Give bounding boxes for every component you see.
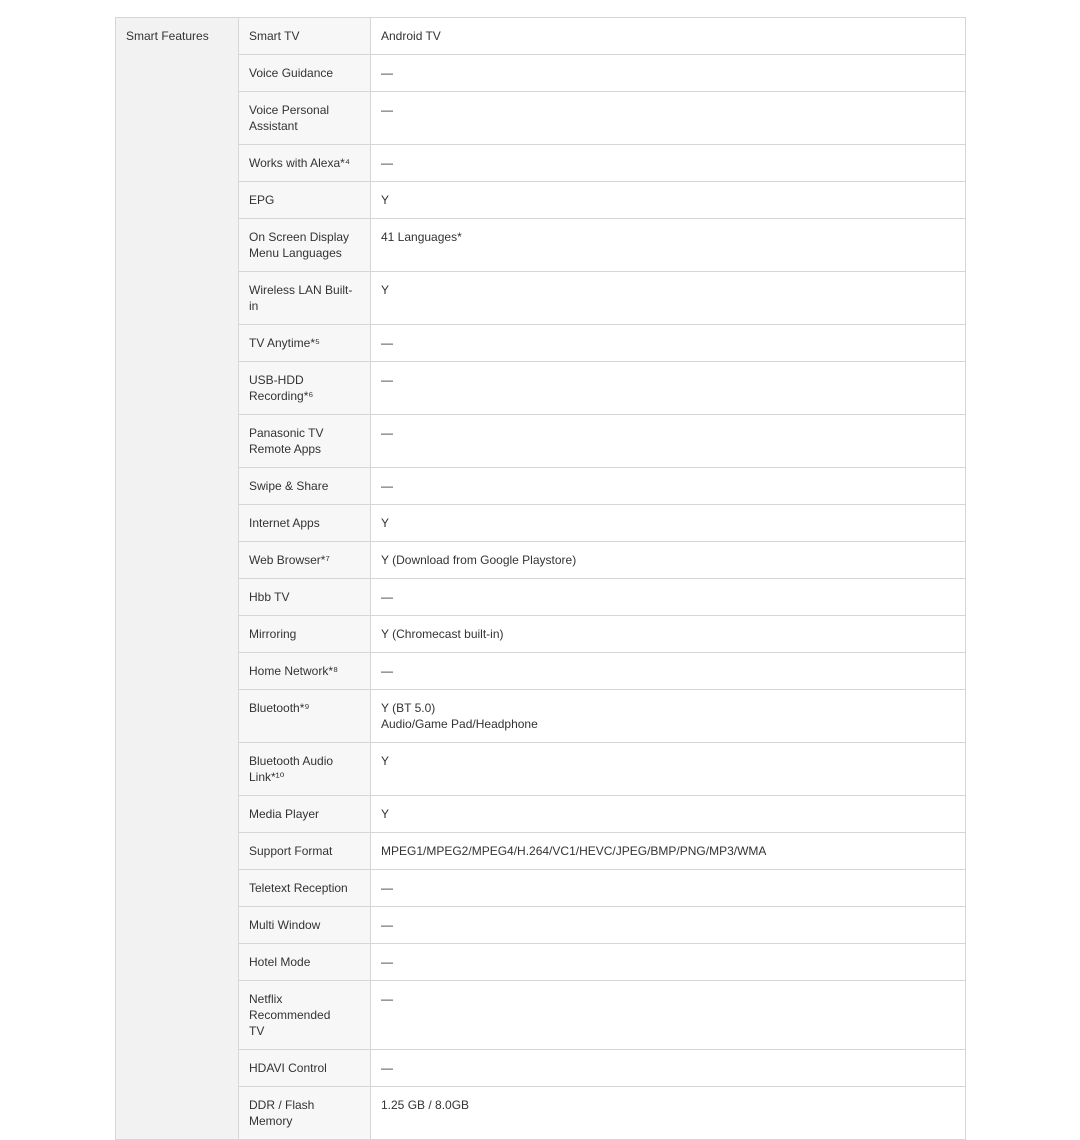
row-label: Voice Personal Assistant: [239, 92, 371, 145]
row-value: Y (Download from Google Playstore): [371, 542, 966, 579]
row-value: Android TV: [371, 18, 966, 55]
row-label: USB-HDD Recording*⁶: [239, 362, 371, 415]
row-value: Y: [371, 182, 966, 219]
row-value: —: [371, 981, 966, 1050]
row-label: Home Network*⁸: [239, 653, 371, 690]
row-value: —: [371, 1050, 966, 1087]
table-row: [116, 415, 966, 468]
row-label: Smart TV: [239, 18, 371, 55]
row-label: Panasonic TV Remote Apps: [239, 415, 371, 468]
table-row: [116, 182, 966, 219]
row-value: —: [371, 92, 966, 145]
spec-table-body: [116, 18, 966, 1140]
row-label: Support Format: [239, 833, 371, 870]
table-row: [116, 1050, 966, 1087]
row-label: Bluetooth Audio Link*¹⁰: [239, 743, 371, 796]
row-value: —: [371, 579, 966, 616]
row-label: Hotel Mode: [239, 944, 371, 981]
table-row: [116, 944, 966, 981]
row-value: —: [371, 653, 966, 690]
table-row: [116, 272, 966, 325]
row-label: Voice Guidance: [239, 55, 371, 92]
row-value: —: [371, 145, 966, 182]
table-row: [116, 18, 966, 55]
row-label: Multi Window: [239, 907, 371, 944]
table-row: [116, 743, 966, 796]
row-label: DDR / Flash Memory: [239, 1087, 371, 1140]
table-row: [116, 219, 966, 272]
row-value: —: [371, 362, 966, 415]
table-row: [116, 55, 966, 92]
row-value: —: [371, 944, 966, 981]
row-value: MPEG1/MPEG2/MPEG4/H.264/VC1/HEVC/JPEG/BMP/PNG/MP3/WMA: [371, 833, 966, 870]
row-value: Y: [371, 505, 966, 542]
row-label: Web Browser*⁷: [239, 542, 371, 579]
row-value: 41 Languages*: [371, 219, 966, 272]
row-value: —: [371, 415, 966, 468]
table-row: [116, 579, 966, 616]
table-row: [116, 468, 966, 505]
table-row: [116, 907, 966, 944]
row-value: —: [371, 325, 966, 362]
table-row: [116, 833, 966, 870]
spec-table: [115, 17, 966, 1140]
row-value: 1.25 GB / 8.0GB: [371, 1087, 966, 1140]
row-value: Y: [371, 743, 966, 796]
row-label: Works with Alexa*⁴: [239, 145, 371, 182]
row-label: Bluetooth*⁹: [239, 690, 371, 743]
table-row: [116, 542, 966, 579]
row-label: HDAVI Control: [239, 1050, 371, 1087]
category-cell: Smart Features: [116, 18, 239, 1140]
row-value: —: [371, 870, 966, 907]
row-label: Wireless LAN Built-in: [239, 272, 371, 325]
table-row: [116, 690, 966, 743]
table-row: [116, 870, 966, 907]
row-value: Y (Chromecast built-in): [371, 616, 966, 653]
row-value: —: [371, 468, 966, 505]
table-row: [116, 145, 966, 182]
row-value: Y (BT 5.0) Audio/Game Pad/Headphone: [371, 690, 966, 743]
row-value: Y: [371, 272, 966, 325]
row-label: Mirroring: [239, 616, 371, 653]
table-row: [116, 362, 966, 415]
table-row: [116, 653, 966, 690]
table-row: [116, 92, 966, 145]
row-label: On Screen Display Menu Languages: [239, 219, 371, 272]
row-label: Netflix Recommended TV: [239, 981, 371, 1050]
row-label: TV Anytime*⁵: [239, 325, 371, 362]
row-label: EPG: [239, 182, 371, 219]
row-label: Media Player: [239, 796, 371, 833]
row-value: Y: [371, 796, 966, 833]
table-row: [116, 1087, 966, 1140]
table-row: [116, 796, 966, 833]
row-label: Teletext Reception: [239, 870, 371, 907]
table-row: [116, 505, 966, 542]
row-value: —: [371, 55, 966, 92]
row-label: Swipe & Share: [239, 468, 371, 505]
row-label: Internet Apps: [239, 505, 371, 542]
row-value: —: [371, 907, 966, 944]
table-row: [116, 981, 966, 1050]
table-row: [116, 616, 966, 653]
row-label: Hbb TV: [239, 579, 371, 616]
table-row: [116, 325, 966, 362]
